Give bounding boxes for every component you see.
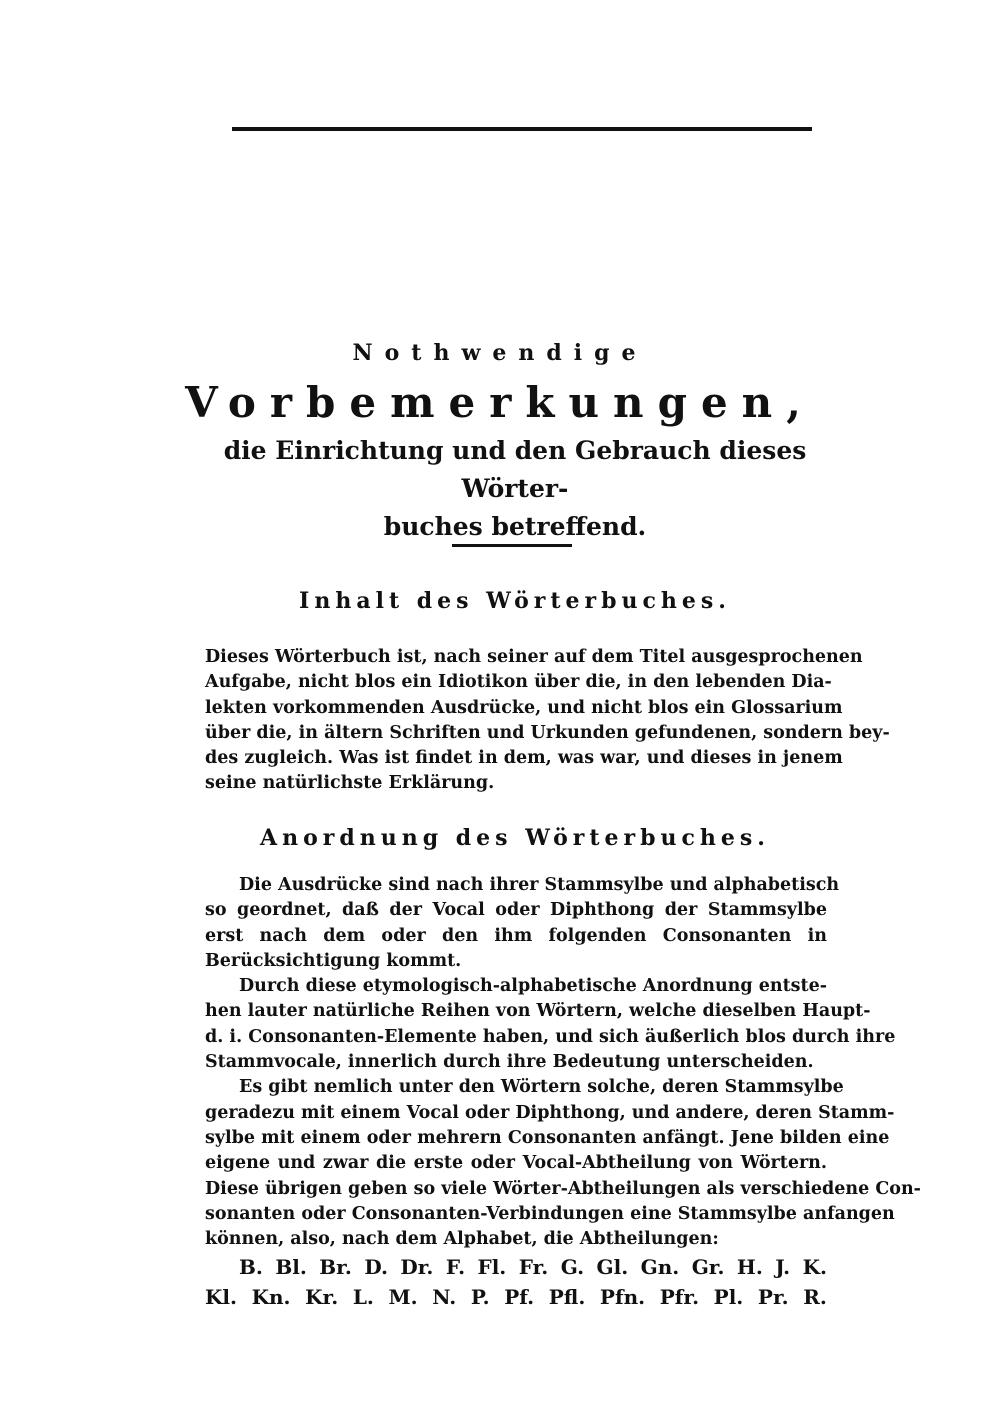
division-label: K. (802, 1255, 827, 1279)
division-row-1 (205, 1252, 827, 1282)
subtitle-line-2: buches betreffend. (383, 512, 647, 541)
division-label: Pl. (713, 1285, 744, 1309)
division-label: R. (803, 1285, 827, 1309)
page-subtitle (200, 432, 830, 546)
text-line: Die Ausdrücke sind nach ihrer Stammsylbe und alphabetisch (239, 875, 840, 895)
division-label: M. (388, 1285, 418, 1309)
text-line: können, also, nach dem Alphabet, die Abtheilungen: (205, 1229, 719, 1250)
division-label: Gn. (640, 1255, 680, 1279)
text-line: Es gibt nemlich unter den Wörtern solche, deren Stammsylbe (239, 1077, 844, 1098)
text-line: über die, in ältern Schriften und Urkunden gefundenen, sondern bey- (205, 722, 890, 743)
division-label: Kl. (205, 1285, 237, 1309)
division-label: F. (445, 1255, 466, 1279)
division-label: Pfl. (548, 1285, 586, 1309)
text-line: eigene und zwar die erste oder Vocal-Abtheilung von Wörtern. (205, 1153, 827, 1174)
division-label: G. (560, 1255, 585, 1279)
text-line: d. i. Consonanten-Elemente haben, und sich äußerlich blos durch ihre (205, 1026, 896, 1047)
paragraph-contents (205, 645, 890, 797)
section-divider (452, 544, 572, 547)
text-line: Stammvocale, innerlich durch ihre Bedeutung unterscheiden. (205, 1052, 814, 1073)
division-label: Fr. (518, 1255, 549, 1279)
division-label: D. (364, 1255, 388, 1279)
division-label: Br. (319, 1255, 352, 1279)
section-heading-contents: Inhalt des Wörterbuches. (299, 588, 731, 614)
text-line: Berücksichtigung kommt. (205, 950, 462, 971)
division-label: Gr. (691, 1255, 725, 1279)
subtitle-line-1: die Einrichtung und den Gebrauch dieses Wörter- (223, 436, 807, 503)
division-label: Kr. (305, 1285, 339, 1309)
page-title: Vorbemerkungen, (185, 378, 815, 427)
division-label: H. (736, 1255, 763, 1279)
text-line: Dieses Wörterbuch ist, nach seiner auf dem Titel ausgesprochenen (205, 647, 863, 667)
division-label: Pfn. (599, 1285, 646, 1309)
text-line: lekten vorkommenden Ausdrücke, und nicht blos ein Glossarium (205, 697, 843, 718)
division-label: Pfr. (659, 1285, 700, 1309)
paragraph-arrangement (205, 873, 921, 1252)
text-line: sonanten oder Consonanten-Verbindungen eine Stammsylbe anfangen (205, 1203, 895, 1224)
text-line: hen lauter natürliche Reihen von Wörtern, welche dieselben Haupt- (205, 1001, 871, 1022)
text-line: Durch diese etymologisch-alphabetische Anordnung entste- (239, 976, 828, 997)
text-line: Aufgabe, nicht blos ein Idiotikon über die, in den lebenden Dia- (205, 672, 832, 693)
division-label: Gl. (596, 1255, 629, 1279)
division-label: Fl. (477, 1255, 507, 1279)
division-label: J. (775, 1255, 791, 1279)
text-line: des zugleich. Was ist findet in dem, was war, und dieses in jenem (205, 748, 843, 769)
top-rule (232, 127, 812, 131)
text-line: erst nach dem oder den ihm folgenden Consonanten in (205, 925, 827, 946)
section-heading-arrangement: Anordnung des Wörterbuches. (260, 825, 770, 851)
text-line: sylbe mit einem oder mehrern Consonanten anfängt. Jene bilden eine (205, 1127, 890, 1148)
title-kicker: Nothwendige (352, 340, 648, 366)
text-line: geradezu mit einem Vocal oder Diphthong, und andere, deren Stamm- (205, 1102, 895, 1123)
division-label: N. (432, 1285, 457, 1309)
division-row-2 (205, 1282, 827, 1312)
division-label: L. (352, 1285, 374, 1309)
text-line: Diese übrigen geben so viele Wörter-Abtheilungen als verschiedene Con- (205, 1178, 921, 1199)
division-label: Bl. (275, 1255, 307, 1279)
division-label: P. (470, 1285, 490, 1309)
division-label: Kn. (251, 1285, 291, 1309)
division-letters (205, 1252, 827, 1312)
text-line: so geordnet, daß der Vocal oder Diphthong der Stammsylbe (205, 900, 827, 921)
division-label: Dr. (400, 1255, 434, 1279)
division-label: Pf. (504, 1285, 535, 1309)
division-label: Pr. (757, 1285, 789, 1309)
division-label: B. (239, 1255, 263, 1279)
text-line: seine natürlichste Erklärung. (205, 773, 495, 794)
